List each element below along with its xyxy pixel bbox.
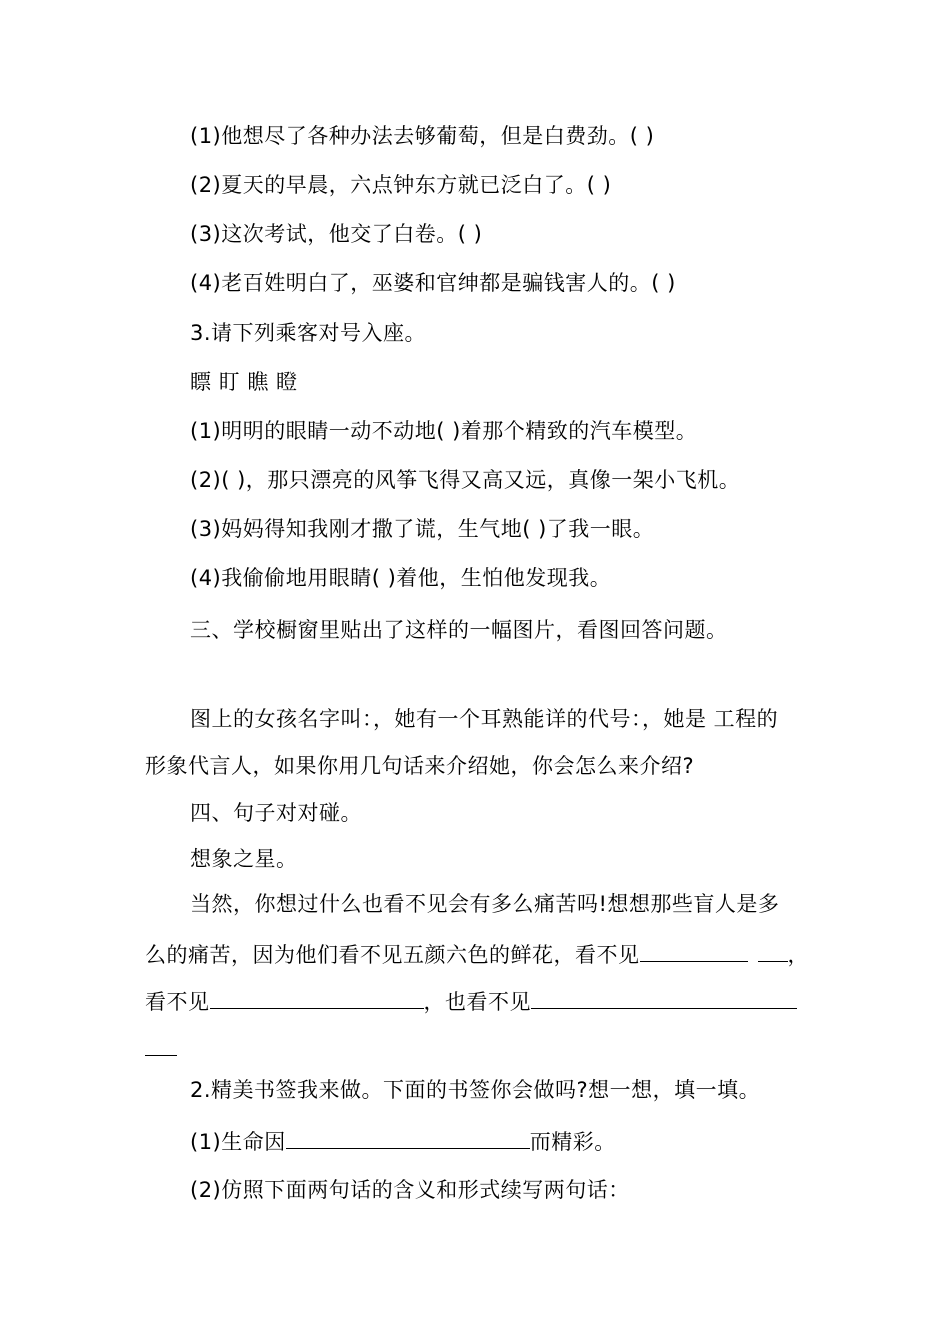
answer-blank[interactable] [145,1033,177,1056]
word-choices: 瞟 盯 瞧 瞪 [190,370,298,394]
paragraph-line: 形象代言人，如果你用几句话来介绍她，你会怎么来介绍? [145,754,695,778]
answer-blank[interactable] [286,1126,530,1149]
question-line: (1)他想尽了各种办法去够葡萄，但是白费劲。( ) [190,124,655,148]
paragraph-text: 看不见 [145,990,210,1014]
question-line: (2)夏天的早晨，六点钟东方就已泛白了。( ) [190,173,612,197]
answer-blank[interactable] [531,986,797,1009]
paragraph-text: ， [787,943,809,967]
question-line: (3)这次考试，他交了白卷。( ) [190,222,483,246]
question-line: (4)我偷偷地用眼睛( )着他，生怕他发现我。 [190,566,612,590]
question-line: (1)明明的眼睛一动不动地( )着那个精致的汽车模型。 [190,419,698,443]
section-heading: 三、学校橱窗里贴出了这样的一幅图片，看图回答问题。 [190,618,728,642]
section-heading: 四、句子对对碰。 [190,801,362,825]
question-text: (1)生命因 [190,1130,286,1154]
question-text: 而精彩。 [529,1130,616,1154]
paragraph-text: 图上的女孩名字叫：，她有一个耳熟能详的代号：，她是 工程的 [190,707,779,731]
question-line: (2)仿照下面两句话的含义和形式续写两句话： [190,1178,630,1202]
paragraph-text: 么的痛苦，因为他们看不见五颜六色的鲜花，看不见 [145,943,640,967]
paragraph-line: 当然，你想过什么也看不见会有多么痛苦吗!想想那些盲人是多 [190,892,780,916]
question-line: 2.精美书签我来做。下面的书签你会做吗?想一想，填一填。 [190,1078,761,1102]
question-line: (3)妈妈得知我刚才撒了谎，生气地( )了我一眼。 [190,517,655,541]
paragraph-text: ，也看不见 [423,990,531,1014]
subheading: 想象之星。 [190,847,298,871]
question-line [190,1126,616,1156]
paragraph-line [190,705,807,733]
section-heading: 3.请下列乘客对号入座。 [190,321,427,345]
answer-blank[interactable] [758,939,788,962]
paragraph-line [145,1033,807,1063]
paragraph-line [145,939,807,969]
answer-blank[interactable] [640,939,748,962]
paragraph-line-inner [190,705,807,733]
question-line: (4)老百姓明白了，巫婆和官绅都是骗钱害人的。( ) [190,271,676,295]
answer-blank[interactable] [210,986,424,1009]
question-line: (2)( )，那只漂亮的风筝飞得又高又远，真像一架小飞机。 [190,468,741,492]
paragraph-line [145,986,807,1016]
